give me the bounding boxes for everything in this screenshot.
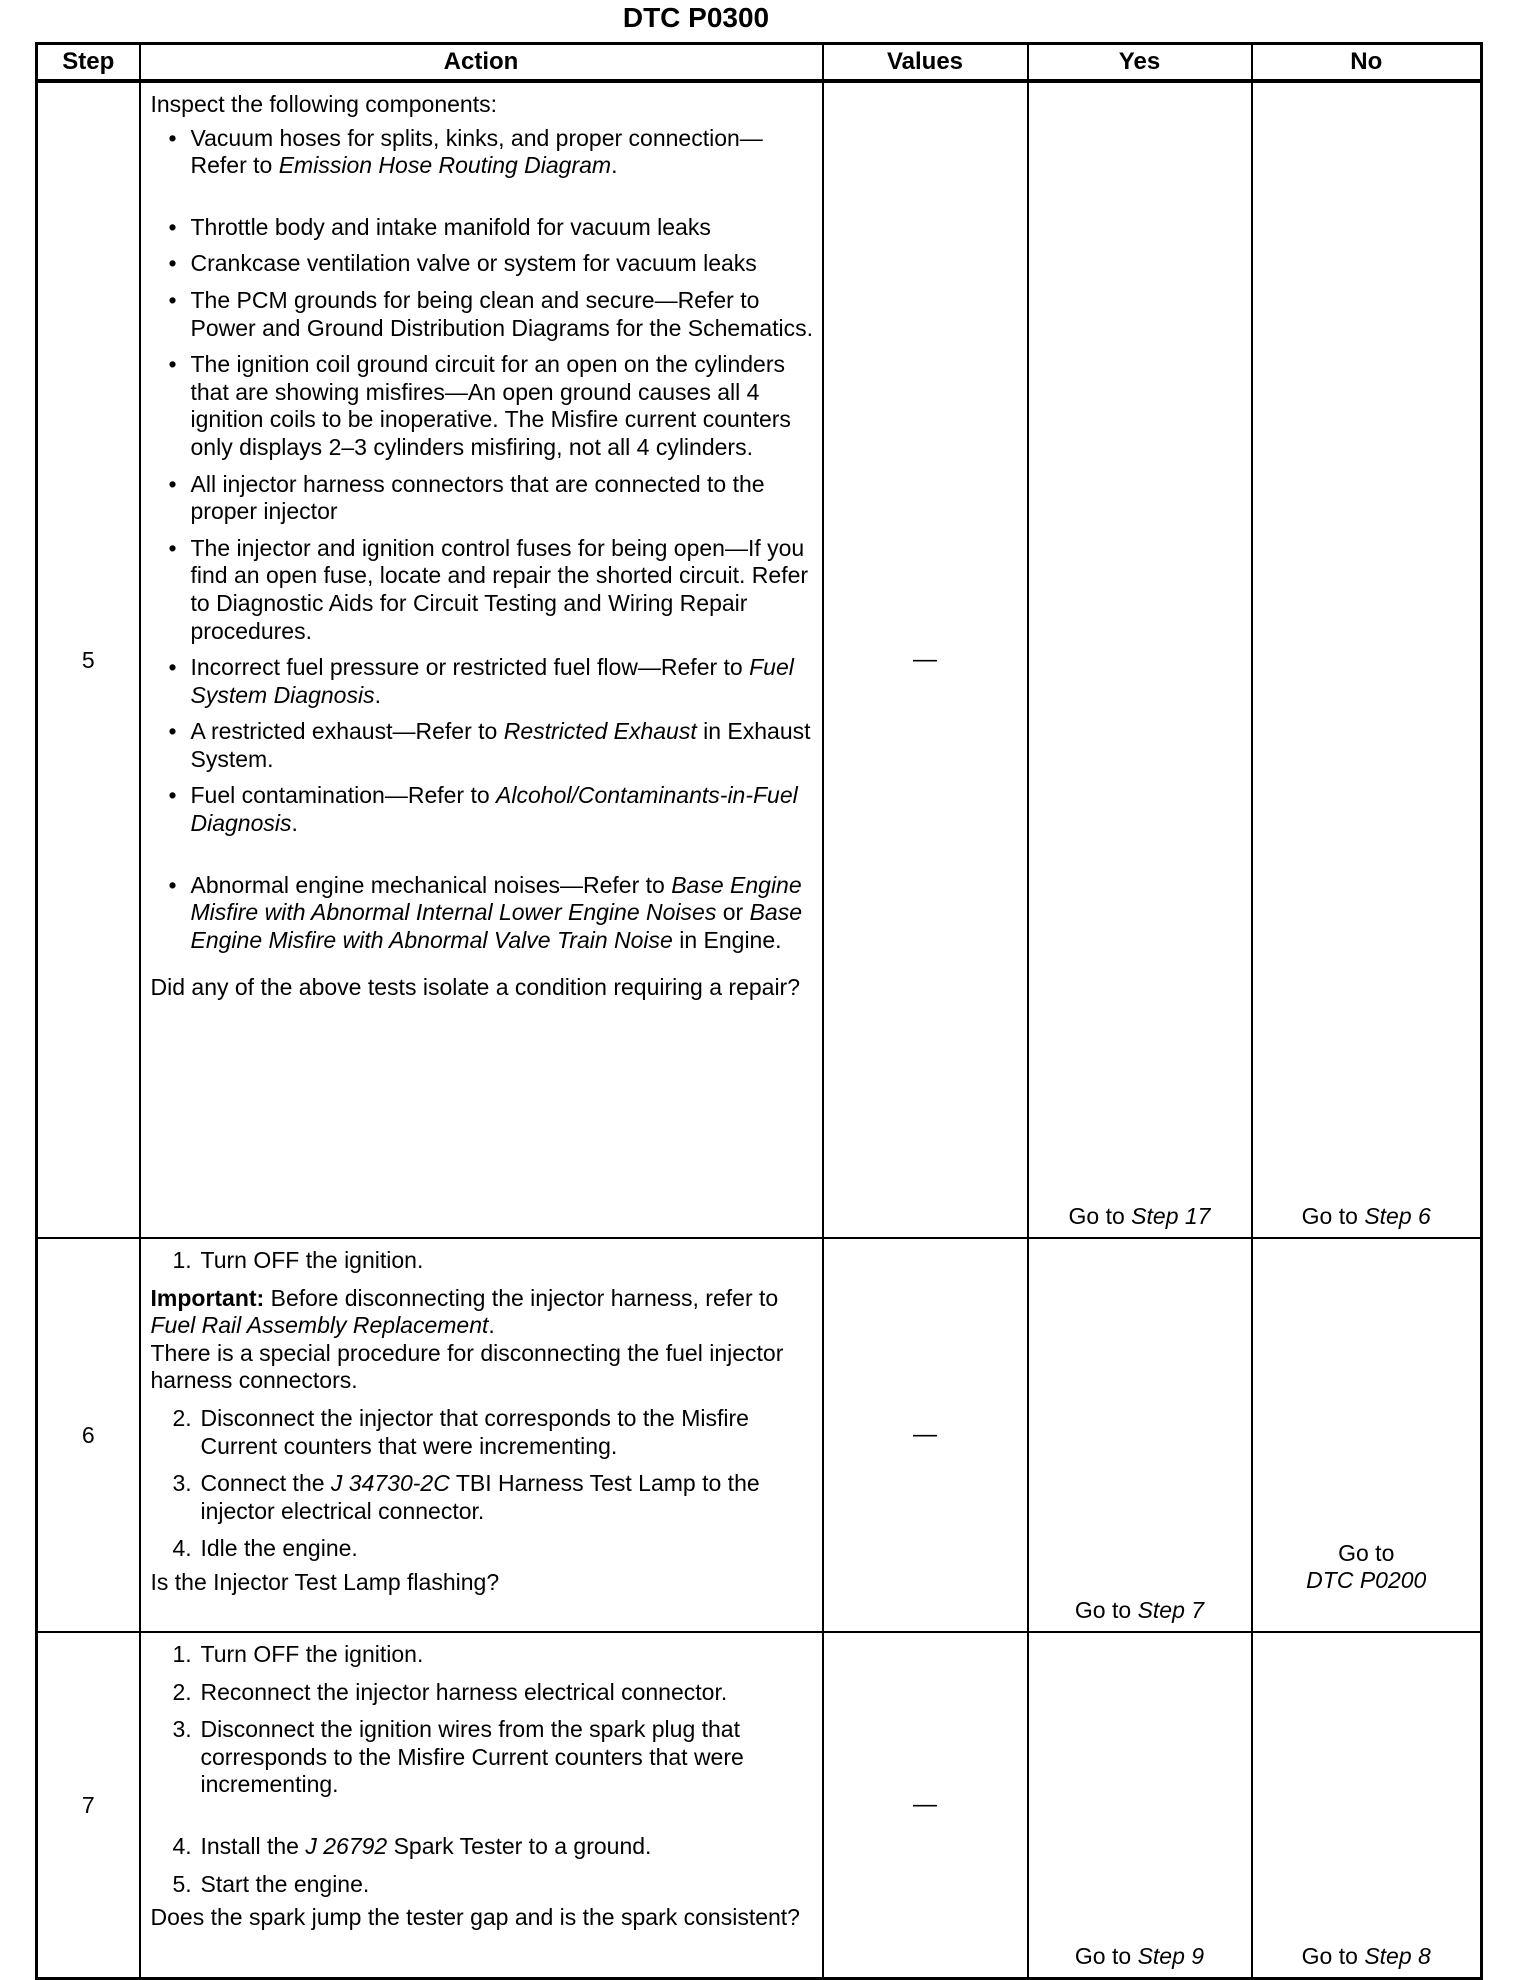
values-cell: — [823, 1238, 1028, 1632]
list-item: 1. Turn OFF the ignition. [172, 1641, 424, 1667]
list-item: • A restricted exhaust—Refer to Restricted Exhaust in Exhaust System. [191, 718, 814, 773]
list-item: 1. Turn OFF the ignition. [172, 1247, 424, 1273]
step-number: 5 [37, 81, 140, 1238]
list-item: • Abnormal engine mechanical noises—Refer to Base Engine Misfire with Abnormal Internal Lower Engine Noises or Base Engine Misfire with Abnormal Valve Train Noise in Engine. [191, 872, 814, 955]
list-item: • The PCM grounds for being clean and secure—Refer to Power and Ground Distribution Diagrams for the Schematics. [191, 287, 814, 342]
yes-target: Step 7 [1137, 1597, 1205, 1624]
list-item: • Fuel contamination—Refer to Alcohol/Contaminants-in-Fuel Diagnosis. [191, 782, 814, 837]
yes-target: Step 17 [1131, 1203, 1211, 1230]
action-question: Did any of the above tests isolate a condition requiring a repair? [150, 974, 801, 1001]
document-title: DTC P0300 [622, 2, 770, 33]
no-target: Step 8 [1364, 1943, 1431, 1970]
no-cell: Go to Step 8 [1252, 1632, 1482, 1979]
important-note: Important: Before disconnecting the injector harness, refer to Fuel Rail Assembly Replacement. There is a special procedure for disconnecting the fuel injector harness connectors. [150, 1284, 784, 1394]
yes-target: Step 9 [1137, 1943, 1205, 1970]
list-item: 3. Connect the J 34730-2C TBI Harness Test Lamp to the injector electrical connector. [172, 1470, 760, 1524]
yes-cell: Go to Step 17 [1028, 81, 1252, 1238]
no-target: DTC P0200 [1306, 1567, 1427, 1594]
header-no: No [1252, 44, 1482, 82]
no-cell: Go to Step 6 [1252, 81, 1482, 1238]
action-question: Does the spark jump the tester gap and is the spark consistent? [150, 1904, 800, 1931]
no-cell: Go to DTC P0200 [1252, 1238, 1482, 1632]
list-item: 5. Start the engine. [172, 1870, 370, 1897]
procedure-list [151, 1405, 814, 1563]
component-list [151, 125, 814, 955]
procedure-list [151, 1641, 814, 1898]
action-question: Is the Injector Test Lamp flashing? [150, 1568, 500, 1595]
list-item: • Vacuum hoses for splits, kinks, and proper connection—Refer to Emission Hose Routing Diagram. [191, 125, 814, 180]
dtc-table [35, 42, 1483, 1980]
procedure-note: There is a special procedure for disconnecting the fuel injector harness connectors. [150, 1339, 784, 1394]
yes-cell: Go to Step 9 [1028, 1632, 1252, 1979]
list-item: 2. Reconnect the injector harness electrical connector. [172, 1678, 728, 1705]
action-cell [140, 1632, 823, 1979]
step-number: 6 [37, 1238, 140, 1632]
list-item: 4. Install the J 26792 Spark Tester to a ground. [172, 1832, 652, 1859]
header-yes: Yes [1028, 44, 1252, 82]
table-row-step-6 [37, 1238, 1482, 1632]
header-step: Step [37, 44, 140, 82]
header-row [37, 44, 1482, 82]
list-item: • Throttle body and intake manifold for vacuum leaks [191, 214, 814, 242]
action-cell [140, 81, 823, 1238]
list-item: 2. Disconnect the injector that corresponds to the Misfire Current counters that were incrementing. [172, 1404, 749, 1459]
list-item: • The ignition coil ground circuit for an open on the cylinders that are showing misfires—An open ground causes all 4 ignition coils to be inoperative. The Misfire current counters only displays 2–3 cylinders misfiring, not all 4 cylinders. [191, 351, 814, 461]
list-item: 3. Disconnect the ignition wires from the spark plug that corresponds to the Misfire Current counters that were incrementing. [172, 1716, 744, 1798]
procedure-list [151, 1247, 814, 1275]
step-number: 7 [37, 1632, 140, 1979]
values-cell: — [823, 1632, 1028, 1979]
list-item: • The injector and ignition control fuses for being open—If you find an open fuse, locate and repair the shorted circuit. Refer to Diagnostic Aids for Circuit Testing and Wiring Repair procedures. [191, 535, 814, 645]
no-target: Step 6 [1364, 1203, 1431, 1230]
list-item: 4. Idle the engine. [172, 1535, 358, 1562]
action-intro: Inspect the following components: [150, 91, 497, 117]
header-values: Values [823, 44, 1028, 82]
list-item: • Incorrect fuel pressure or restricted fuel flow—Refer to Fuel System Diagnosis. [191, 654, 814, 709]
table-row-step-5 [37, 81, 1482, 1238]
list-item: • All injector harness connectors that are connected to the proper injector [191, 471, 814, 526]
table-row-step-7 [37, 1632, 1482, 1979]
yes-cell: Go to Step 7 [1028, 1238, 1252, 1632]
list-item: • Crankcase ventilation valve or system for vacuum leaks [191, 250, 814, 278]
action-cell [140, 1238, 823, 1632]
values-cell: — [823, 81, 1028, 1238]
header-action: Action [140, 44, 823, 82]
